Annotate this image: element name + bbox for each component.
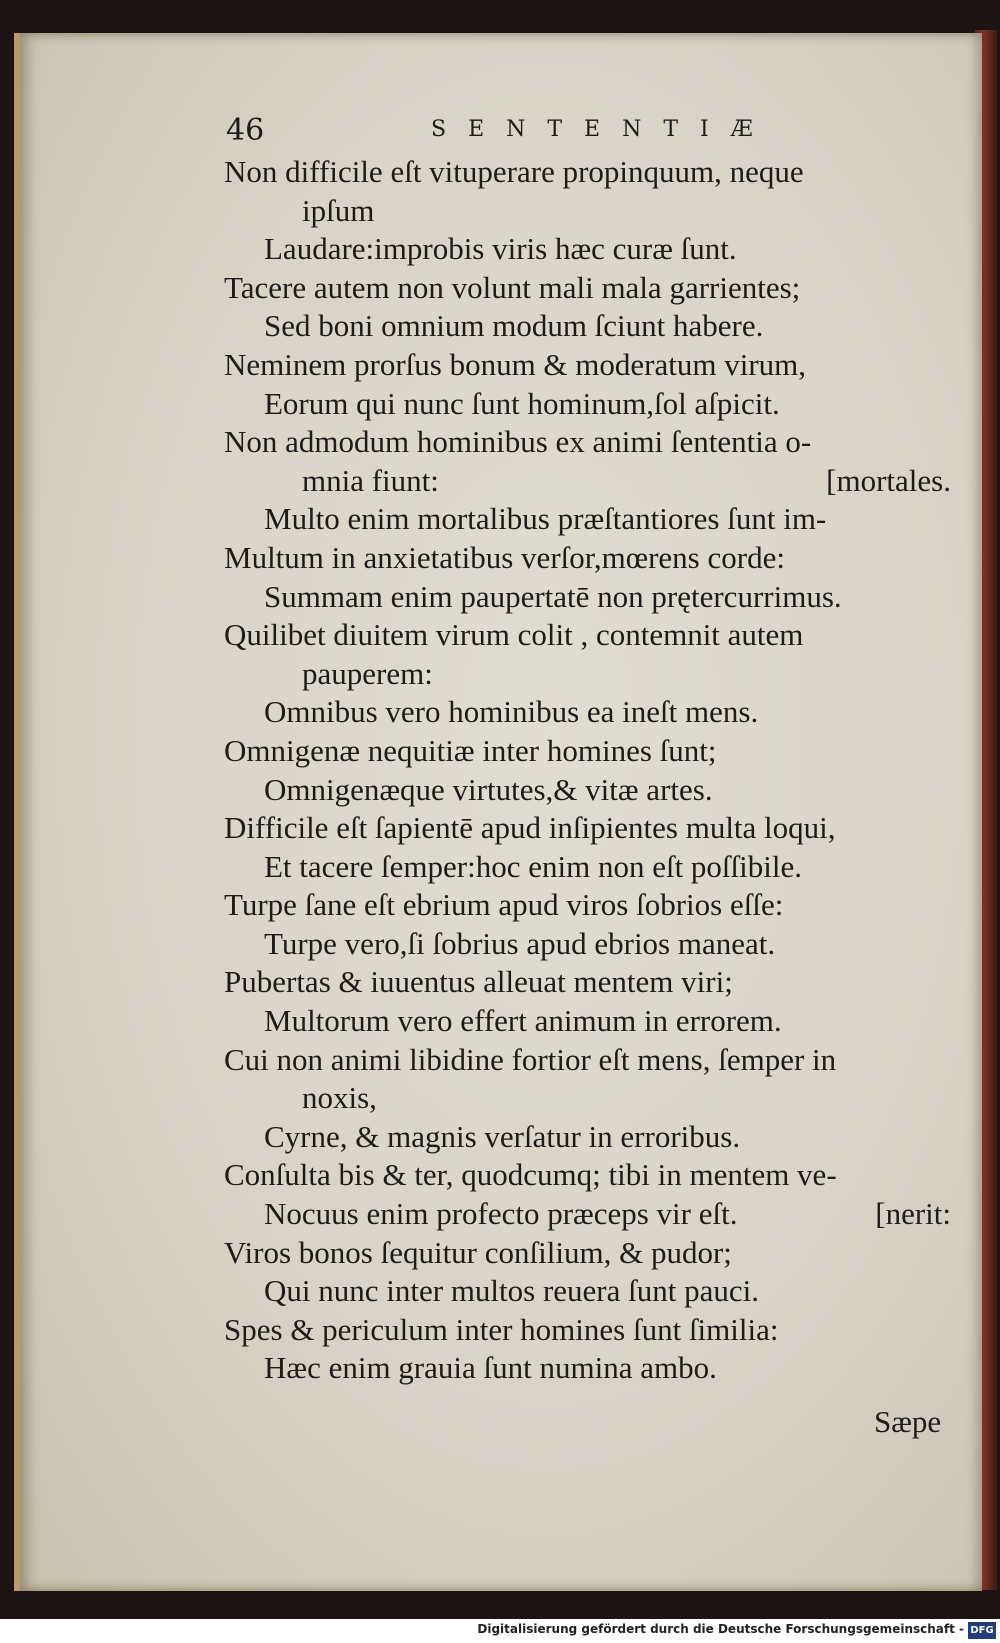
dfg-logo: DFG	[968, 1622, 996, 1639]
verse-line-text: Difficile eſt ſapientē apud inſipientes multa loqui,	[224, 810, 836, 846]
verse-line	[224, 771, 959, 810]
verse-line	[224, 1272, 959, 1311]
verse-line	[224, 1156, 959, 1195]
verse-line	[224, 809, 959, 848]
verse-line-text: Conſulta bis & ter, quodcumq; tibi in mentem ve-	[224, 1157, 837, 1193]
verse-line-text: mnia fiunt:	[302, 462, 439, 498]
verse-line-text: Omnigenæ nequitiæ inter homines ſunt;	[224, 732, 717, 768]
verse-line	[224, 578, 959, 617]
verse-line	[224, 1349, 959, 1388]
digitization-footer	[0, 1619, 1000, 1643]
verse-line-text: Omnigenæque virtutes,& vitæ artes.	[264, 771, 713, 807]
verse-line	[224, 1311, 959, 1350]
verse-line	[224, 346, 959, 385]
catchword: Sæpe	[874, 1404, 942, 1439]
verse-line	[224, 423, 959, 462]
verse-text-block	[224, 153, 959, 1388]
verse-line	[224, 963, 959, 1002]
verse-line-text: Eorum qui nunc ſunt hominum,ſol aſpicit.	[264, 385, 780, 421]
verse-line	[224, 269, 959, 308]
verse-line-text: Multorum vero effert animum in errorem.	[264, 1003, 782, 1039]
verse-line	[224, 385, 959, 424]
verse-line	[224, 500, 959, 539]
verse-line	[224, 732, 959, 771]
page-number: 46	[226, 113, 265, 148]
verse-line	[224, 655, 959, 694]
verse-line-text: Turpe ſane eſt ebrium apud viros ſobrios eſſe:	[224, 887, 784, 923]
verse-line	[224, 693, 959, 732]
verse-line-text: Laudare:improbis viris hæc curæ ſunt.	[264, 231, 737, 267]
verse-line	[224, 886, 959, 925]
verse-line-text: Nocuus enim profecto præceps vir eſt.	[264, 1196, 738, 1232]
verse-line	[224, 1234, 959, 1273]
verse-line	[224, 1118, 959, 1157]
verse-line-text: Omnibus vero hominibus ea ineſt mens.	[264, 694, 759, 730]
verse-line-text: Neminem prorſus bonum & moderatum virum,	[224, 346, 807, 382]
verse-line	[224, 1041, 959, 1080]
verse-line-text: noxis,	[302, 1080, 377, 1116]
verse-line	[224, 925, 959, 964]
verse-line	[224, 307, 959, 346]
verse-line-text: Multo enim mortalibus præſtantiores ſunt im-	[264, 501, 827, 537]
funding-credit: Digitalisierung gefördert durch die Deutsche Forschungsgemeinschaft -	[477, 1622, 964, 1636]
verse-line-text: Quilibet diuitem virum colit , contemnit autem	[224, 617, 804, 653]
verse-line-text: pauperem:	[302, 655, 433, 691]
verse-line-text: Viros bonos ſequitur conſilium, & pudor;	[224, 1234, 732, 1270]
verse-line-text: Tacere autem non volunt mali mala garrientes;	[224, 269, 801, 305]
verse-line-text: Cyrne, & magnis verſatur in erroribus.	[264, 1118, 741, 1154]
verse-line	[224, 153, 959, 192]
running-title: SENTENTIÆ	[431, 117, 775, 142]
verse-line-text: ipſum	[302, 192, 375, 228]
verse-line-text: Multum in anxietatibus verſor,mœrens corde:	[224, 539, 785, 575]
verse-line-text: Non admodum hominibus ex animi ſententia o-	[224, 424, 812, 460]
verse-line-text: Sed boni omnium modum ſciunt habere.	[264, 308, 764, 344]
verse-line	[224, 462, 959, 501]
verse-line	[224, 1002, 959, 1041]
verse-line-carryover: [nerit:	[875, 1196, 951, 1232]
verse-line	[224, 616, 959, 655]
verse-line-text: Cui non animi libidine fortior eſt mens, ſemper in	[224, 1041, 837, 1077]
verse-line-text: Pubertas & iuuentus alleuat mentem viri;	[224, 964, 733, 1000]
verse-line-carryover: [mortales.	[826, 462, 951, 498]
verse-line-text: Et tacere ſemper:hoc enim non eſt poſſibile.	[264, 848, 803, 884]
verse-line	[224, 539, 959, 578]
verse-line	[224, 848, 959, 887]
verse-line	[224, 192, 959, 231]
page-header	[226, 113, 786, 153]
verse-line-text: Non difficile eſt vituperare propinquum, neque	[224, 154, 804, 189]
verse-line-text: Qui nunc inter multos reuera ſunt pauci.	[264, 1273, 760, 1309]
verse-line-text: Summam enim paupertatē non prętercurrimus.	[264, 578, 842, 614]
verse-line-text: Hæc enim grauia ſunt numina ambo.	[264, 1350, 717, 1386]
verse-line-text: Spes & periculum inter homines ſunt ſimilia:	[224, 1311, 779, 1347]
verse-line	[224, 1079, 959, 1118]
verse-line	[224, 230, 959, 269]
verse-line-text: Turpe vero,ſi ſobrius apud ebrios maneat.	[264, 925, 776, 961]
verse-line	[224, 1195, 959, 1234]
